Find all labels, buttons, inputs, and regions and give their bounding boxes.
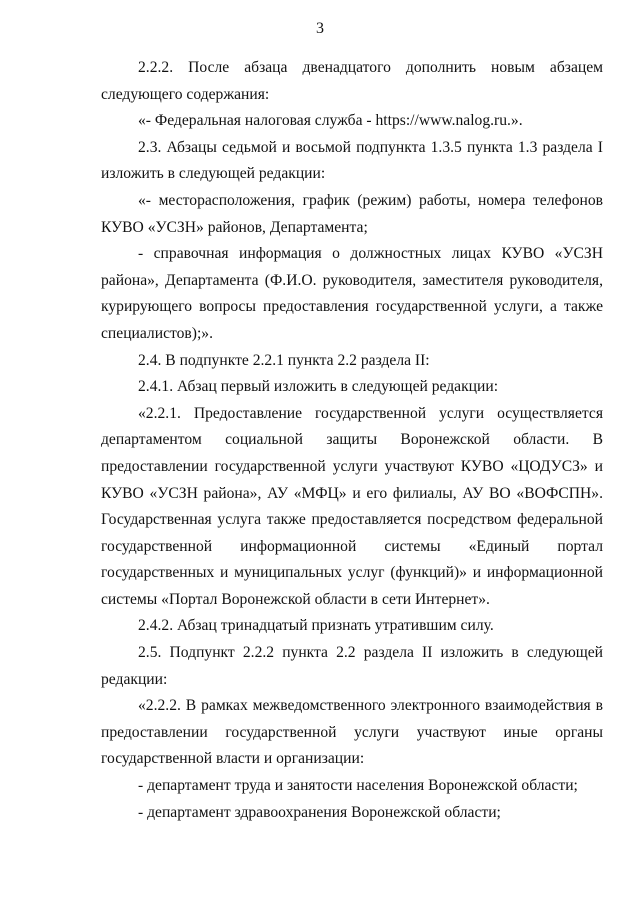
list-item-health-department: - департамент здравоохранения Воронежской области;: [138, 803, 501, 821]
list-item-labor-department: - департамент труда и занятости населения Воронежской области;: [138, 777, 578, 795]
paragraph-2-3: 2.3. Абзацы седьмой и восьмой подпункта 1.3.5 пункта 1.3 раздела I изложить в следующей редакции:: [101, 138, 603, 183]
paragraph-reference-info: - справочная информация о должностных лицах КУВО «УСЗН района», Департамента (Ф.И.О. руководителя, заместителя руководителя, курирующего вопросы предоставления государственной услуги, а также специалистов);».: [101, 245, 603, 342]
paragraph-tax-service: «- Федеральная налоговая служба - https://www.nalog.ru.».: [138, 112, 523, 130]
paragraph-2-4-2: 2.4.2. Абзац тринадцатый признать утратившим силу.: [138, 617, 494, 635]
paragraph-locations: «- месторасположения, график (режим) работы, номера телефонов КУВО «УСЗН» районов, Департамента;: [101, 191, 603, 236]
paragraph-2-4: 2.4. В подпункте 2.2.1 пункта 2.2 раздела II:: [138, 351, 430, 369]
paragraph-2-2-2-text: «2.2.2. В рамках межведомственного электронного взаимодействия в предоставлении государственной услуги участвуют иные органы государственной власти и организации:: [101, 697, 603, 768]
paragraph-2-5: 2.5. Подпункт 2.2.2 пункта 2.2 раздела II изложить в следующей редакции:: [101, 644, 603, 688]
page-number: 3: [316, 20, 324, 37]
paragraph-2-4-1: 2.4.1. Абзац первый изложить в следующей редакции:: [138, 378, 499, 396]
document-body: [101, 55, 603, 826]
paragraph-2-2-1-text: «2.2.1. Предоставление государственной услуги осуществляется департаментом социальной защиты Воронежской области. В предоставлении государственной услуги участвуют КУВО «ЦОДУСЗ» и КУВО «УСЗН района», АУ «МФЦ» и его филиалы, АУ ВО «ВОФСПН». Государственная услуга также предоставляется посредством федеральной государственной информационной системы «Единый портал государственных и муниципальных услуг (функций)» и информационной системы «Портал Воронежской области в сети Интернет».: [101, 404, 603, 608]
paragraph-2-2-2-intro: 2.2.2. После абзаца двенадцатого дополнить новым абзацем следующего содержания:: [101, 59, 603, 103]
